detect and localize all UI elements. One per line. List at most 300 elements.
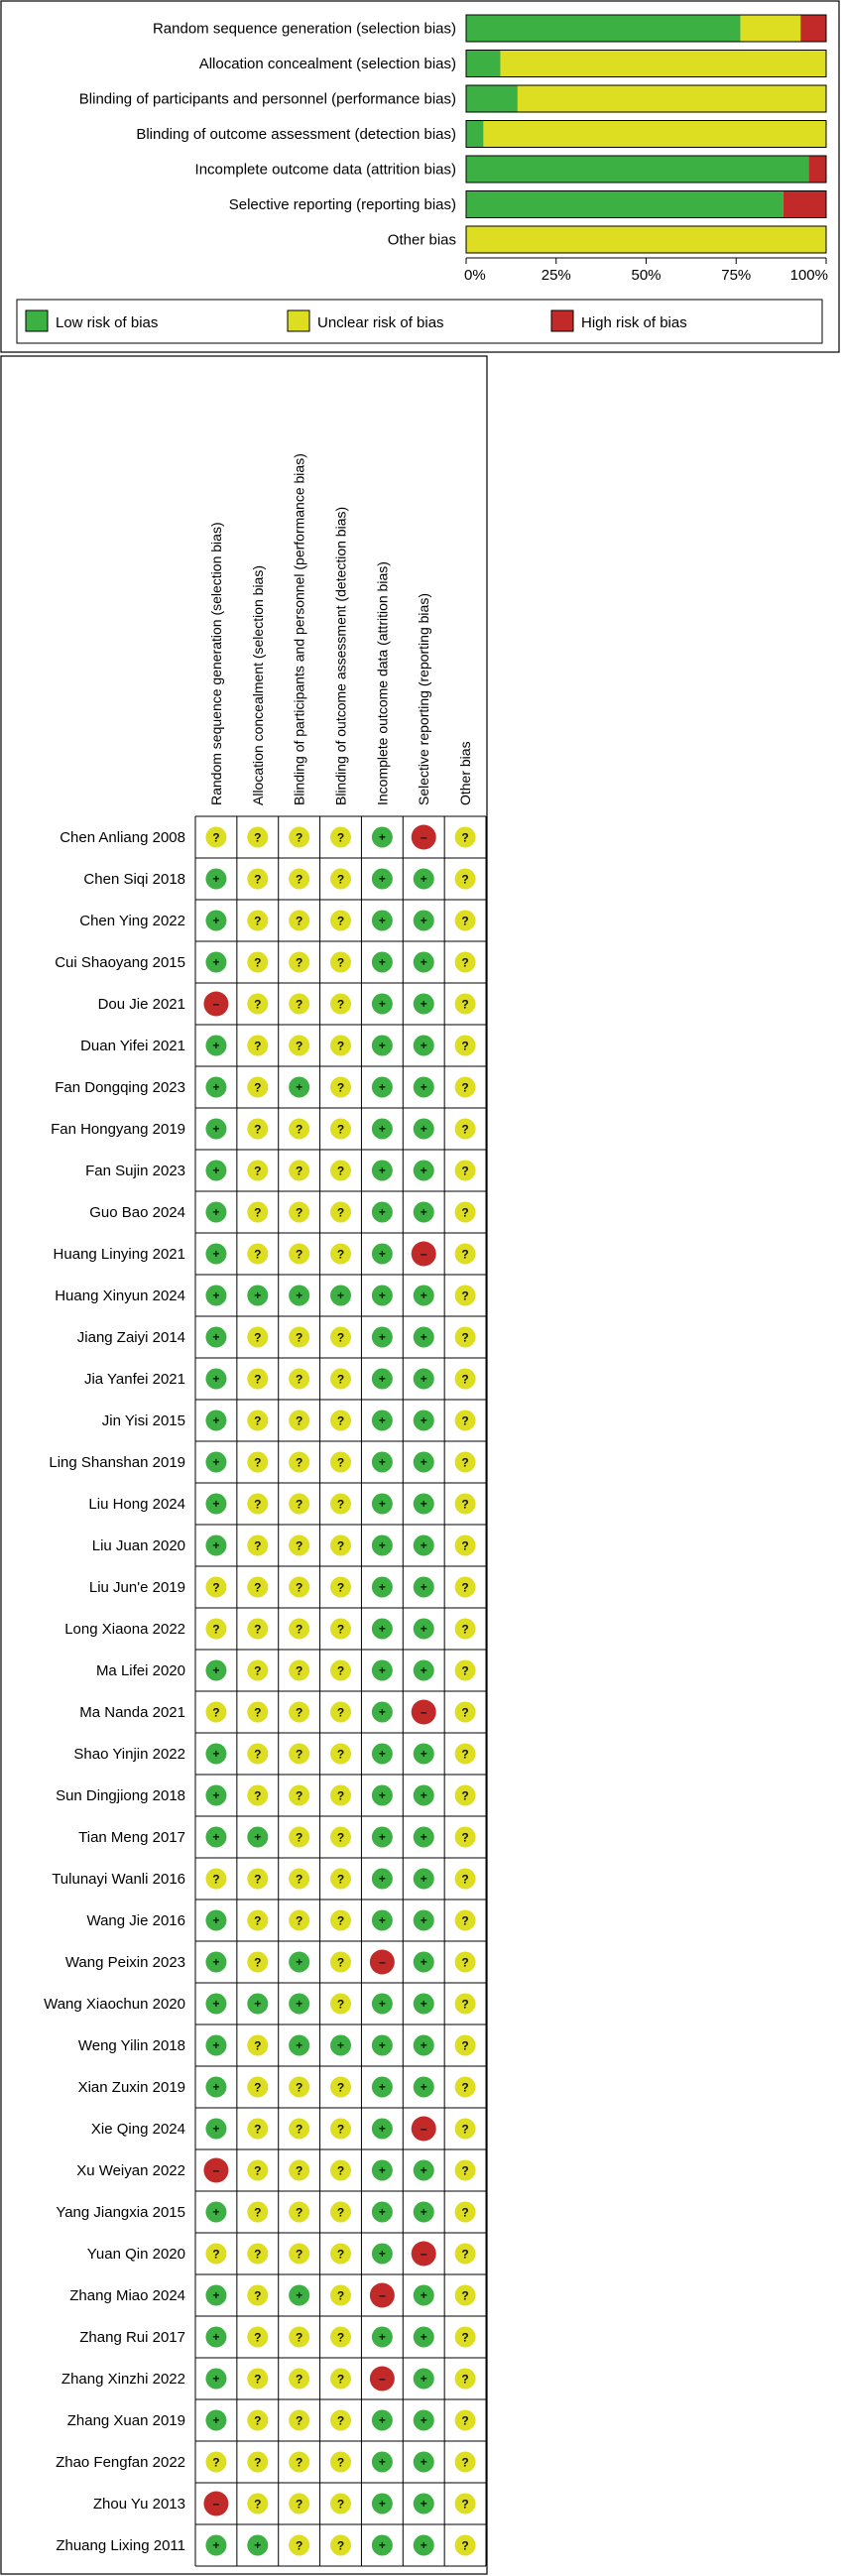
judgement-symbol: + [378, 1663, 386, 1677]
judgement-symbol: + [212, 2538, 220, 2552]
study-label: Wang Peixin 2023 [64, 1954, 185, 1971]
judgement-symbol: + [420, 2455, 427, 2469]
judgement-symbol: ? [336, 2330, 345, 2345]
judgement-symbol: + [254, 1997, 262, 2011]
judgement-symbol: + [378, 872, 386, 886]
judgement-symbol: + [212, 1164, 220, 1177]
judgement-symbol: + [378, 1122, 386, 1136]
judgement-symbol: ? [295, 1747, 303, 1762]
category-label-selective-reporting-reporting-bias: Selective reporting (reporting bias) [228, 196, 456, 213]
judgement-symbol: ? [295, 872, 303, 887]
column-header-selective-reporting-reporting-bias: Selective reporting (reporting bias) [416, 593, 432, 805]
judgement-symbol: ? [254, 1455, 262, 1470]
judgement-symbol: + [378, 2038, 386, 2052]
judgement-symbol: ? [336, 1580, 345, 1595]
judgement-symbol: + [212, 2205, 220, 2219]
judgement-symbol: – [379, 2372, 386, 2386]
judgement-symbol: + [420, 2205, 427, 2219]
judgement-symbol: + [378, 1913, 386, 1927]
judgement-symbol: ? [461, 1997, 469, 2012]
judgement-symbol: + [378, 1039, 386, 1052]
study-label: Fan Hongyang 2019 [51, 1121, 185, 1138]
study-label: Liu Jun'e 2019 [88, 1579, 185, 1596]
judgement-symbol: + [420, 2163, 427, 2177]
judgement-symbol: ? [295, 2455, 303, 2470]
judgement-symbol: + [212, 1288, 220, 1302]
judgement-symbol: ? [461, 2455, 469, 2470]
judgement-symbol: + [212, 2080, 220, 2094]
judgement-symbol: ? [461, 1288, 469, 1303]
judgement-symbol: + [212, 1497, 220, 1511]
judgement-symbol: + [212, 2330, 220, 2344]
judgement-symbol: ? [461, 2163, 469, 2178]
judgement-symbol: + [378, 1830, 386, 1844]
judgement-symbol: ? [254, 2205, 262, 2220]
judgement-symbol: ? [461, 872, 469, 887]
judgement-symbol: + [378, 2538, 386, 2552]
judgement-symbol: ? [461, 1497, 469, 1512]
judgement-symbol: + [420, 2288, 427, 2302]
judgement-symbol: ? [461, 1705, 469, 1720]
judgement-symbol: ? [295, 1039, 303, 1053]
judgement-symbol: ? [254, 2122, 262, 2137]
judgement-symbol: ? [254, 2247, 262, 2262]
judgement-symbol: ? [461, 2413, 469, 2428]
judgement-symbol: ? [254, 1622, 262, 1637]
judgement-symbol: + [337, 2038, 345, 2052]
judgement-symbol: ? [336, 2122, 345, 2137]
judgement-symbol: ? [336, 1122, 345, 1137]
judgement-symbol: ? [295, 2497, 303, 2512]
judgement-symbol: ? [336, 1705, 345, 1720]
judgement-symbol: ? [461, 1205, 469, 1220]
judgement-symbol: ? [461, 1955, 469, 1970]
judgement-symbol: + [212, 1247, 220, 1261]
judgement-symbol: ? [461, 1372, 469, 1387]
judgement-symbol: ? [254, 1122, 262, 1137]
bar-segment-low-risk-of-bias [466, 156, 809, 183]
study-label: Shao Yinjin 2022 [73, 1746, 185, 1763]
judgement-symbol: ? [461, 1913, 469, 1928]
judgement-symbol: ? [254, 1913, 262, 1928]
study-label: Jia Yanfei 2021 [83, 1371, 185, 1388]
judgement-symbol: + [378, 2163, 386, 2177]
judgement-symbol: ? [461, 2038, 469, 2053]
judgement-symbol: + [420, 2497, 427, 2511]
judgement-symbol: – [379, 1955, 386, 1969]
judgement-symbol: + [296, 1288, 303, 1302]
judgement-symbol: ? [461, 2247, 469, 2262]
judgement-symbol: ? [336, 1622, 345, 1637]
judgement-symbol: – [420, 2122, 427, 2136]
judgement-symbol: + [420, 1663, 427, 1677]
judgement-symbol: + [378, 1205, 386, 1219]
study-label: Liu Hong 2024 [88, 1496, 185, 1513]
judgement-symbol: ? [212, 2455, 220, 2470]
summary-bars [466, 15, 826, 253]
bar-segment-high-risk-of-bias [800, 15, 826, 42]
judgement-symbol: ? [254, 1955, 262, 1970]
judgement-symbol: + [254, 2538, 262, 2552]
judgement-symbol: ? [295, 1205, 303, 1220]
x-tick-label: 75% [721, 267, 752, 284]
judgement-symbol: ? [461, 914, 469, 928]
study-label: Weng Yilin 2018 [77, 2037, 185, 2054]
judgement-symbol: + [420, 1122, 427, 1136]
judgement-symbol: ? [254, 1580, 262, 1595]
legend-swatch-high-risk-of-bias [551, 310, 573, 331]
x-tick-label: 25% [541, 267, 571, 284]
study-label: Huang Xinyun 2024 [55, 1288, 185, 1304]
study-label: Liu Juan 2020 [91, 1537, 185, 1554]
judgement-symbol: ? [254, 2163, 262, 2178]
judgement-symbol: ? [295, 2538, 303, 2553]
x-tick-label: 50% [631, 267, 662, 284]
column-header-random-sequence-generation-selection-bias: Random sequence generation (selection bias) [207, 522, 224, 805]
judgement-symbol: + [337, 1288, 345, 1302]
judgement-symbol: + [378, 1372, 386, 1386]
judgement-symbol: ? [461, 1830, 469, 1845]
study-label: Chen Siqi 2018 [83, 871, 185, 888]
judgement-symbol: + [420, 1164, 427, 1177]
judgement-symbol: ? [461, 1080, 469, 1095]
judgement-symbol: + [212, 955, 220, 969]
judgement-symbol: + [378, 1872, 386, 1886]
study-label: Zhao Fengfan 2022 [56, 2454, 185, 2471]
judgement-symbol: + [420, 1622, 427, 1636]
judgement-symbol: – [420, 2247, 427, 2261]
judgement-symbol: ? [295, 2122, 303, 2137]
judgement-symbol: + [212, 2413, 220, 2427]
bar-segment-low-risk-of-bias [466, 121, 483, 148]
judgement-symbol: ? [461, 1164, 469, 1178]
judgement-symbol: ? [336, 1997, 345, 2012]
study-label: Zhuang Lixing 2011 [56, 2537, 185, 2554]
judgement-symbol: ? [295, 997, 303, 1012]
judgement-symbol: ? [254, 1788, 262, 1803]
study-label: Wang Jie 2016 [86, 1912, 185, 1929]
judgement-symbol: + [378, 1080, 386, 1094]
judgement-symbol: ? [336, 1205, 345, 1220]
judgement-symbol: ? [295, 1622, 303, 1637]
judgement-symbol: ? [295, 2372, 303, 2387]
judgement-symbol: + [378, 1538, 386, 1552]
judgement-symbol: ? [461, 1039, 469, 1053]
column-header-other-bias: Other bias [457, 741, 474, 805]
judgement-symbol: ? [461, 2288, 469, 2303]
judgement-symbol: ? [461, 997, 469, 1012]
bar-segment-low-risk-of-bias [466, 51, 500, 77]
judgement-symbol: ? [336, 1538, 345, 1553]
judgement-symbol: + [212, 1205, 220, 1219]
judgement-symbol: ? [254, 1747, 262, 1762]
judgement-symbol: ? [461, 1122, 469, 1137]
judgement-symbol: + [212, 1039, 220, 1052]
judgement-symbol: + [296, 1080, 303, 1094]
judgement-symbol: + [378, 2330, 386, 2344]
judgement-symbol: – [212, 2497, 220, 2511]
judgement-symbol: + [212, 1997, 220, 2011]
category-label-allocation-concealment-selection-bias: Allocation concealment (selection bias) [198, 56, 456, 72]
study-label: Zhang Miao 2024 [69, 2287, 185, 2304]
study-label: Long Xiaona 2022 [64, 1621, 185, 1638]
judgement-symbol: ? [461, 2497, 469, 2512]
judgement-symbol: + [420, 1497, 427, 1511]
judgement-symbol: + [212, 2288, 220, 2302]
judgement-symbol: ? [461, 1413, 469, 1428]
judgement-symbol: + [212, 1413, 220, 1427]
judgement-symbol: ? [461, 1872, 469, 1887]
legend-label-low-risk-of-bias: Low risk of bias [56, 314, 159, 331]
judgement-symbol: ? [254, 2038, 262, 2053]
study-label: Tulunayi Wanli 2016 [52, 1871, 185, 1888]
judgement-symbol: ? [336, 1913, 345, 1928]
judgement-symbol: – [212, 997, 220, 1011]
study-label: Cui Shaoyang 2015 [55, 954, 185, 971]
judgement-symbol: ? [336, 1372, 345, 1387]
judgement-symbol: ? [254, 1039, 262, 1053]
judgement-symbol: – [420, 830, 427, 844]
category-label-random-sequence-generation-selection-bias: Random sequence generation (selection bias) [152, 20, 456, 38]
judgement-symbol: ? [336, 872, 345, 887]
judgement-symbol: ? [254, 2288, 262, 2303]
judgement-symbol: ? [254, 914, 262, 928]
judgement-symbol: ? [295, 1580, 303, 1595]
judgement-symbol: + [378, 1580, 386, 1594]
judgement-symbol: + [296, 2038, 303, 2052]
judgement-symbol: ? [254, 872, 262, 887]
judgement-symbol: ? [461, 2372, 469, 2387]
judgement-symbol: + [378, 914, 386, 927]
risk-of-bias-summary-chart [1, 1, 839, 352]
judgement-symbol: + [420, 1538, 427, 1552]
judgement-symbol: + [296, 1997, 303, 2011]
judgement-symbol: ? [336, 2163, 345, 2178]
judgement-symbol: + [378, 1164, 386, 1177]
judgement-symbol: – [420, 1705, 427, 1719]
judgement-symbol: ? [336, 1830, 345, 1845]
judgement-symbol: + [378, 2122, 386, 2136]
judgement-symbol: + [420, 872, 427, 886]
judgement-symbol: ? [254, 2455, 262, 2470]
judgement-symbol: – [379, 2288, 386, 2302]
summary-legend [17, 300, 822, 343]
judgement-symbol: + [420, 2330, 427, 2344]
bar-segment-unclear-risk-of-bias [500, 51, 826, 77]
category-label-blinding-of-outcome-assessment-detection-bias: Blinding of outcome assessment (detection bias) [136, 126, 456, 143]
judgement-symbol: + [378, 1705, 386, 1719]
study-label: Fan Dongqing 2023 [55, 1079, 185, 1096]
judgement-symbol: ? [336, 955, 345, 970]
judgement-symbol: ? [461, 1622, 469, 1637]
judgement-symbol: ? [336, 1955, 345, 1970]
judgement-symbol: ? [254, 1330, 262, 1345]
judgement-symbol: ? [295, 1247, 303, 1262]
judgement-symbol: + [420, 1872, 427, 1886]
judgement-symbol: + [420, 1997, 427, 2011]
judgement-symbol: + [212, 1455, 220, 1469]
study-label: Zhang Xinzhi 2022 [60, 2371, 185, 2388]
judgement-symbol: ? [295, 1330, 303, 1345]
judgement-symbol: + [420, 1288, 427, 1302]
judgement-symbol: + [420, 2538, 427, 2552]
judgement-symbol: + [212, 1538, 220, 1552]
judgement-symbol: ? [295, 1705, 303, 1720]
judgement-symbol: ? [295, 2330, 303, 2345]
study-label: Ma Nanda 2021 [79, 1704, 185, 1721]
judgement-symbol: ? [295, 1913, 303, 1928]
judgement-symbol: ? [336, 1788, 345, 1803]
judgement-symbol: ? [295, 2080, 303, 2095]
judgement-symbol: ? [336, 2205, 345, 2220]
legend-swatch-unclear-risk-of-bias [288, 310, 309, 331]
judgement-symbol: – [212, 2163, 220, 2177]
judgement-symbol: ? [295, 2163, 303, 2178]
judgement-symbol: ? [336, 1455, 345, 1470]
judgement-symbol: + [420, 1372, 427, 1386]
judgement-symbol: ? [336, 1663, 345, 1678]
column-header-incomplete-outcome-data-attrition-bias: Incomplete outcome data (attrition bias) [374, 561, 391, 805]
judgement-symbol: + [378, 1455, 386, 1469]
judgement-symbol: + [420, 2038, 427, 2052]
judgement-symbol: + [420, 1455, 427, 1469]
judgement-symbol: ? [336, 1872, 345, 1887]
judgement-symbol: + [378, 1288, 386, 1302]
judgement-symbol: + [212, 872, 220, 886]
legend-label-unclear-risk-of-bias: Unclear risk of bias [317, 314, 444, 331]
judgement-symbol: + [378, 1247, 386, 1261]
judgement-symbol: + [378, 2497, 386, 2511]
judgement-symbol: + [212, 1372, 220, 1386]
judgement-symbol: + [378, 830, 386, 844]
judgement-symbol: ? [336, 2455, 345, 2470]
judgement-symbol: + [212, 1788, 220, 1802]
judgement-symbol: + [212, 1122, 220, 1136]
judgement-symbol: ? [336, 2497, 345, 2512]
judgement-symbol: ? [254, 2330, 262, 2345]
column-header-blinding-of-outcome-assessment-detection-bias: Blinding of outcome assessment (detection bias) [332, 506, 349, 805]
judgement-symbol: ? [295, 1455, 303, 1470]
bar-segment-high-risk-of-bias [809, 156, 826, 183]
judgement-symbol: + [420, 1080, 427, 1094]
judgement-symbol: + [212, 914, 220, 927]
judgement-symbol: ? [461, 1788, 469, 1803]
judgement-symbol: + [420, 1580, 427, 1594]
study-label: Xie Qing 2024 [90, 2121, 185, 2138]
judgement-symbol: ? [461, 1330, 469, 1345]
judgement-symbol: + [212, 1955, 220, 1969]
study-label: Guo Bao 2024 [89, 1204, 185, 1221]
judgement-symbol: ? [295, 1872, 303, 1887]
judgement-symbol: + [420, 1039, 427, 1052]
judgement-symbol: ? [295, 1663, 303, 1678]
judgement-symbol: + [420, 914, 427, 927]
judgement-symbol: ? [254, 1372, 262, 1387]
judgement-symbol: ? [461, 830, 469, 845]
judgement-symbol: ? [254, 1413, 262, 1428]
bar-segment-high-risk-of-bias [783, 191, 826, 218]
judgement-symbol: ? [254, 1538, 262, 1553]
judgement-symbol: ? [254, 1497, 262, 1512]
judgement-symbol: ? [295, 2205, 303, 2220]
judgement-symbol: ? [295, 2413, 303, 2428]
judgement-symbol: ? [336, 1497, 345, 1512]
judgement-symbol: ? [336, 2372, 345, 2387]
legend-swatch-low-risk-of-bias [26, 310, 48, 331]
study-label: Ma Lifei 2020 [95, 1662, 185, 1679]
judgement-symbol: ? [295, 1164, 303, 1178]
judgement-symbol: + [420, 1413, 427, 1427]
judgement-symbol: ? [295, 1538, 303, 1553]
judgement-symbol: ? [336, 2288, 345, 2303]
judgement-symbol: ? [254, 830, 262, 845]
study-label: Yang Jiangxia 2015 [56, 2204, 185, 2221]
judgement-symbol: ? [461, 2080, 469, 2095]
judgement-symbol: ? [254, 1872, 262, 1887]
judgement-symbol: ? [254, 1663, 262, 1678]
study-label: Huang Linying 2021 [53, 1246, 185, 1263]
judgement-symbol: ? [254, 2497, 262, 2512]
judgement-symbol: ? [461, 1538, 469, 1553]
study-label: Zhang Rui 2017 [79, 2329, 185, 2346]
judgement-symbol: + [212, 2122, 220, 2136]
bar-segment-unclear-risk-of-bias [483, 121, 826, 148]
study-label: Xu Weiyan 2022 [76, 2162, 185, 2179]
judgement-symbol: – [420, 1247, 427, 1261]
judgement-symbol: ? [336, 2413, 345, 2428]
judgement-symbol: + [378, 1497, 386, 1511]
judgement-symbol: ? [461, 1747, 469, 1762]
category-label-other-bias: Other bias [387, 231, 456, 249]
judgement-symbol: ? [295, 955, 303, 970]
bar-segment-unclear-risk-of-bias [466, 226, 826, 253]
judgement-symbol: ? [295, 830, 303, 845]
judgement-symbol: + [378, 2413, 386, 2427]
judgement-symbol: ? [336, 2080, 345, 2095]
study-label: Zhang Xuan 2019 [66, 2412, 185, 2429]
study-label: Yuan Qin 2020 [86, 2246, 185, 2263]
judgement-symbol: ? [295, 1413, 303, 1428]
study-label: Xian Zuxin 2019 [77, 2079, 185, 2096]
judgement-symbol: + [420, 1955, 427, 1969]
study-label: Jin Yisi 2015 [101, 1412, 185, 1429]
judgement-symbol: + [212, 1663, 220, 1677]
judgement-symbol: + [378, 2080, 386, 2094]
judgement-symbol: ? [336, 1247, 345, 1262]
judgement-symbol: ? [295, 1788, 303, 1803]
judgement-symbol: ? [295, 1372, 303, 1387]
judgement-symbol: ? [461, 2205, 469, 2220]
study-label: Zhou Yu 2013 [92, 2496, 185, 2513]
judgement-symbol: ? [212, 830, 220, 845]
judgement-symbol: ? [336, 1330, 345, 1345]
judgement-symbol: + [212, 1330, 220, 1344]
judgement-symbol: ? [336, 1164, 345, 1178]
legend-label-high-risk-of-bias: High risk of bias [581, 314, 687, 331]
judgement-symbol: + [420, 1913, 427, 1927]
judgement-symbol: + [212, 1913, 220, 1927]
category-label-blinding-of-participants-and-personnel-performance-bias: Blinding of participants and personnel (performance bias) [78, 90, 456, 108]
judgement-symbol: + [420, 2413, 427, 2427]
judgement-symbol: + [296, 1955, 303, 1969]
judgement-symbol: + [212, 2372, 220, 2386]
judgement-symbol: ? [254, 2372, 262, 2387]
judgement-symbol: + [420, 2372, 427, 2386]
judgement-symbol: + [378, 1413, 386, 1427]
judgement-symbol: + [296, 2288, 303, 2302]
judgement-symbol: + [420, 1788, 427, 1802]
study-label: Dou Jie 2021 [97, 996, 185, 1013]
